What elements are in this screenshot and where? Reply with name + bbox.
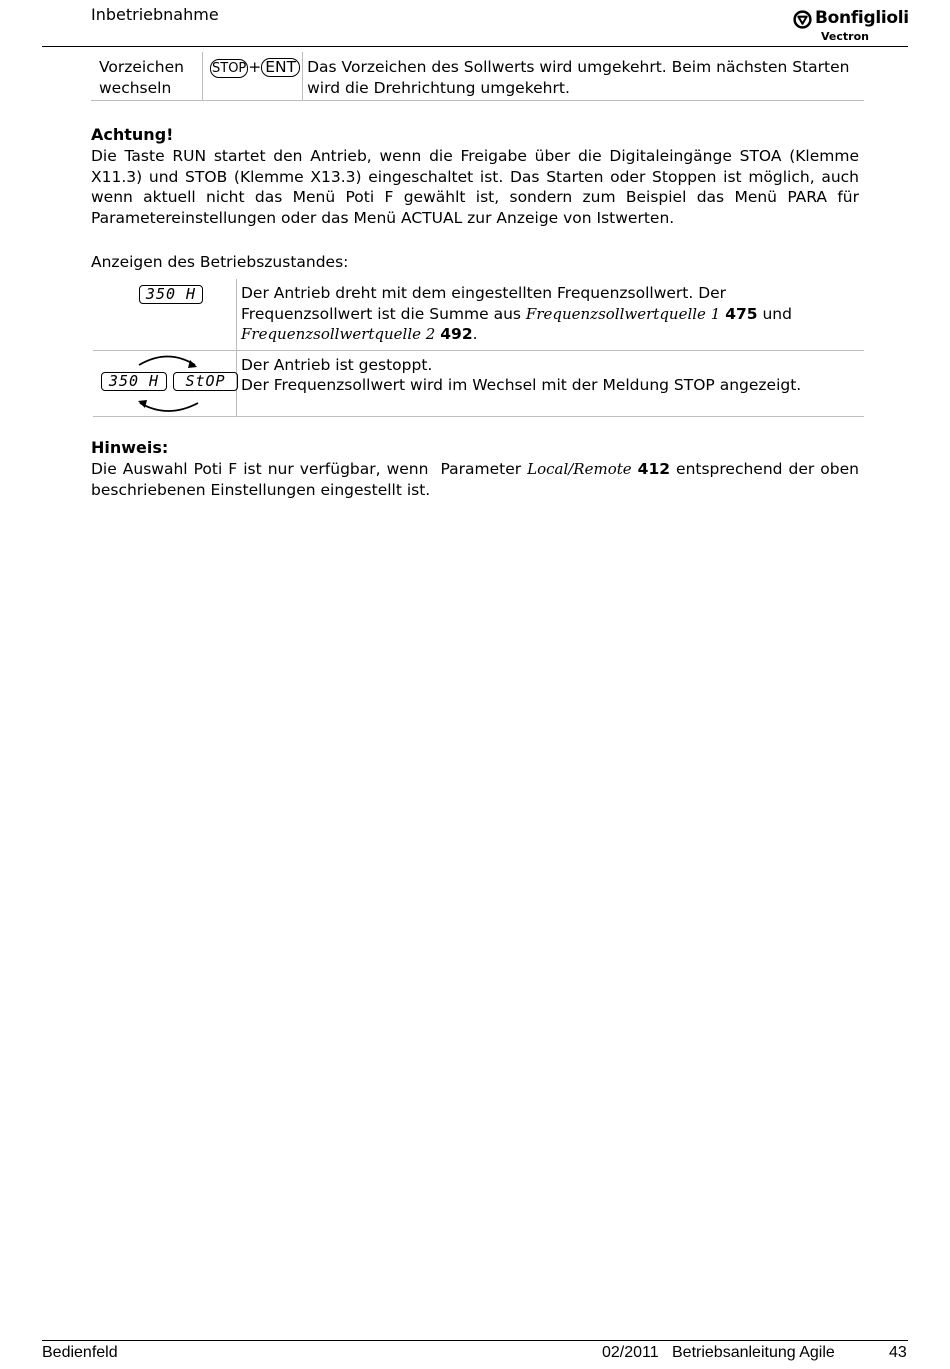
operation-label-line: Vorzeichen — [99, 58, 184, 76]
state-text: Der Antrieb dreht mit dem eingestellten Frequenzsollwert. Der Frequenzsollwert ist die Summe aus — [241, 284, 727, 323]
parameter-number: 492 — [440, 325, 473, 344]
states-intro: Anzeigen des Betriebszustandes: — [91, 253, 349, 271]
footer-rule — [42, 1340, 908, 1341]
brand-subname: Vectron — [821, 30, 869, 43]
warning-title: Achtung! — [91, 125, 174, 144]
parameter-name: Frequenzsollwertquelle 2 — [241, 325, 436, 344]
footer-section: Bedienfeld — [42, 1344, 118, 1361]
state-description — [237, 350, 865, 416]
table-row — [93, 350, 864, 416]
key-combo-cell — [203, 52, 303, 101]
state-text: . — [472, 325, 478, 344]
lcd-display: StOP — [173, 372, 238, 391]
note-text-part: entsprechend der oben beschriebenen Einstellungen eingestellt ist. — [91, 460, 859, 499]
note-text-part: Die Auswahl Poti F ist nur verfügbar, wenn Parameter — [91, 460, 528, 478]
footer-document-title: Betriebsanleitung Agile — [672, 1344, 835, 1361]
warning-text: Die Taste RUN startet den Antrieb, wenn die Freigabe über die Digitaleingänge STOA (Klemme X11.3) und STOB (Klemme X13.3) eingeschaltet ist. Das Starten oder Stoppen ist möglich, auch wenn aktuell nicht das Menü Poti F gewählt ist, sondern zum Beispiel das Menü PARA für Parametereinstellungen oder das Menü ACTUAL zur Anzeige von Istwerten. — [91, 147, 859, 227]
table-row — [93, 279, 864, 350]
description-line: Das Vorzeichen des Sollwerts wird umgekehrt. Beim nächsten Starten — [307, 58, 850, 76]
state-text: Der Antrieb ist gestoppt. — [241, 355, 433, 374]
lcd-display: 350 H — [101, 372, 167, 391]
parameter-name: Local/Remote — [527, 460, 632, 478]
states-table — [93, 279, 864, 417]
page-number: 43 — [889, 1344, 907, 1361]
stop-key: STOP — [212, 61, 247, 76]
note-title: Hinweis: — [91, 438, 169, 457]
brand-logo — [793, 8, 911, 46]
ent-key: ENT — [261, 58, 300, 77]
display-cell — [93, 279, 237, 350]
header-rule — [42, 46, 908, 47]
brand-logo-icon — [793, 10, 812, 29]
state-description — [237, 279, 865, 350]
table-row — [91, 52, 864, 101]
description-line: wird die Drehrichtung umgekehrt. — [307, 79, 570, 97]
footer-date: 02/2011 — [602, 1344, 659, 1361]
parameter-number: 412 — [637, 460, 671, 478]
note-text — [91, 459, 859, 501]
state-text: und — [757, 304, 792, 323]
operation-label-line: wechseln — [99, 79, 172, 97]
parameter-number: 475 — [725, 304, 758, 323]
plus-sign: + — [248, 58, 262, 76]
parameter-name: Frequenzsollwertquelle 1 — [525, 304, 721, 323]
operations-table — [91, 52, 864, 101]
operation-description-cell — [303, 52, 864, 101]
operation-label-cell — [91, 52, 203, 101]
display-cell — [93, 350, 237, 416]
state-text: Der Frequenzsollwert wird im Wechsel mit der Meldung STOP angezeigt. — [241, 376, 802, 395]
page-section-title: Inbetriebnahme — [91, 5, 219, 24]
brand-name: Bonfiglioli — [815, 8, 909, 28]
lcd-display: 350 H — [139, 285, 203, 304]
